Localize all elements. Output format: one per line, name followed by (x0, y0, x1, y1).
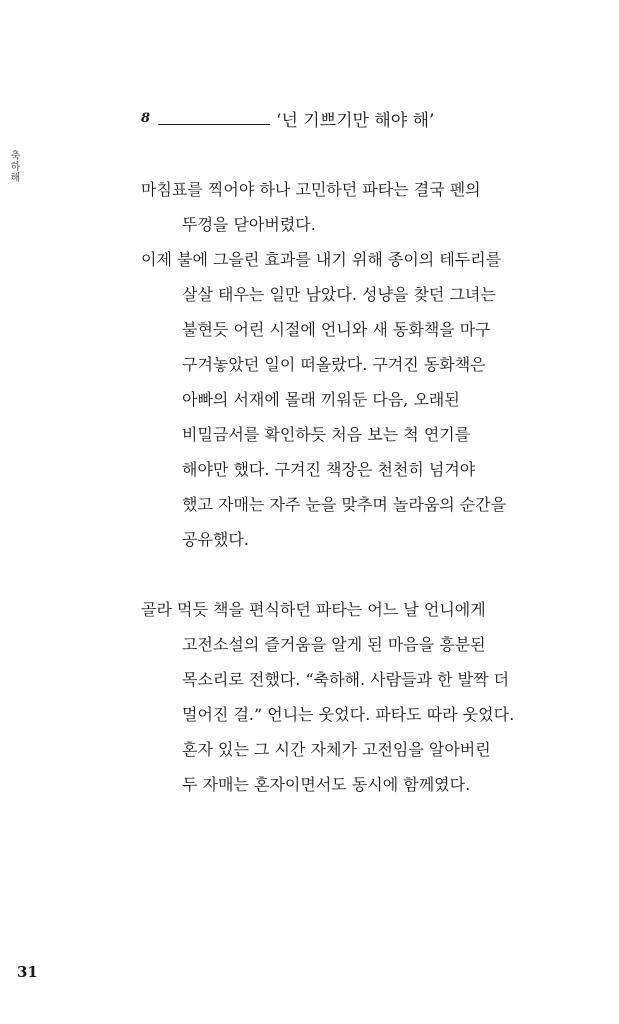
text-line: 해야만 했다. 구겨진 책장은 천천히 넘겨야 (182, 460, 476, 479)
text-line: 혼자 있는 그 시간 자체가 고전임을 알아버린 (182, 740, 491, 759)
text-line: 고전소설의 즐거움을 알게 된 마음을 흥분된 (182, 635, 486, 654)
paragraph-gap (141, 557, 571, 592)
text-line: 공유했다. (182, 530, 249, 549)
section-number: 8 (141, 111, 151, 126)
text-line: 살살 태우는 일만 남았다. 성냥을 찾던 그녀는 (182, 285, 496, 304)
side-running-label: 축하해 (8, 150, 19, 183)
text-line: 비밀금서를 확인하듯 처음 보는 척 연기를 (182, 425, 471, 444)
text-line: 불현듯 어린 시절에 언니와 새 동화책을 마구 (182, 320, 491, 339)
page-header (141, 106, 434, 131)
text-line: 골라 먹듯 책을 편식하던 파타는 어느 날 언니에게 (141, 600, 486, 619)
header-rule (158, 124, 270, 125)
body-text (141, 172, 571, 802)
text-line: 목소리로 전했다. “축하해. 사람들과 한 발짝 더 (182, 670, 510, 689)
text-line: 아빠의 서재에 몰래 끼워둔 다음, 오래된 (182, 390, 460, 409)
paragraph-2 (141, 242, 571, 557)
text-line: 구겨놓았던 일이 떠올랐다. 구겨진 동화책은 (182, 355, 486, 374)
text-line: 두 자매는 혼자이면서도 동시에 함께였다. (182, 775, 471, 794)
page-number: 31 (17, 963, 38, 981)
text-line: 이제 불에 그을린 효과를 내기 위해 종이의 테두리를 (141, 250, 502, 269)
text-line: 마침표를 찍어야 하나 고민하던 파타는 결국 펜의 (141, 180, 481, 199)
text-line: 했고 자매는 자주 눈을 맞추며 놀라움의 순간을 (182, 495, 507, 514)
paragraph-3 (141, 592, 571, 802)
text-line: 멀어진 걸.” 언니는 웃었다. 파타도 따라 웃었다. (182, 705, 515, 724)
paragraph-1 (141, 172, 571, 242)
chapter-title: ‘넌 기쁘기만 해야 해’ (276, 111, 435, 131)
text-line: 뚜껑을 닫아버렸다. (182, 215, 316, 234)
